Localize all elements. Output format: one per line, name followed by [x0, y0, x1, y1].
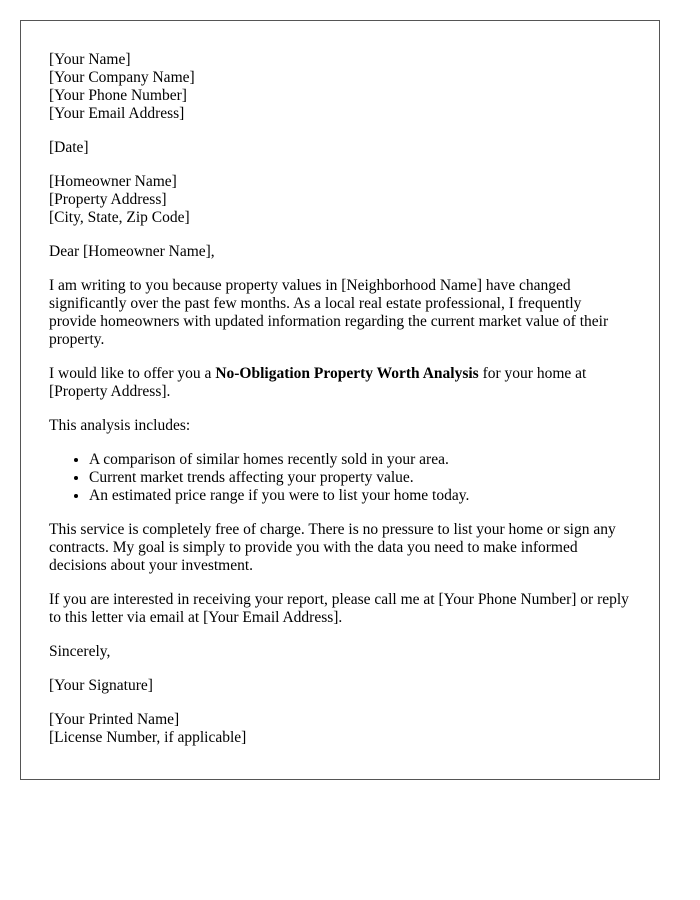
- recipient-city-state-zip: [City, State, Zip Code]: [49, 209, 190, 226]
- list-item: • An estimated price range if you were to list your home today.: [89, 487, 631, 505]
- letter-date: [Date]: [49, 139, 89, 156]
- body-paragraph-2: [49, 365, 631, 401]
- list-item: • A comparison of similar homes recently sold in your area.: [89, 451, 631, 469]
- date-block: [49, 139, 631, 157]
- signature: [Your Signature]: [49, 677, 153, 694]
- service-name: No-Obligation Property Worth Analysis: [215, 365, 479, 382]
- letter-page: [20, 20, 660, 780]
- sender-phone: [Your Phone Number]: [49, 87, 187, 104]
- printed-name: [Your Printed Name]: [49, 711, 180, 728]
- includes-intro: This analysis includes:: [49, 417, 191, 434]
- sender-company: [Your Company Name]: [49, 69, 195, 86]
- body-paragraph-4: If you are interested in receiving your report, please call me at [Your Phone Number] or reply to this letter via email at [Your Email Address].: [49, 591, 629, 626]
- list-item: • Current market trends affecting your property value.: [89, 469, 631, 487]
- license-number: [License Number, if applicable]: [49, 729, 247, 746]
- body-paragraph-1: I am writing to you because property values in [Neighborhood Name] have changed significantly over the past few months. As a local real estate professional, I frequently provide homeowners with updated information regarding the current market value of their property.: [49, 277, 609, 348]
- closing: Sincerely,: [49, 643, 111, 660]
- salutation: Dear [Homeowner Name],: [49, 243, 215, 260]
- paragraph-2-before: I would like to offer you a: [49, 365, 216, 382]
- sender-name: [Your Name]: [49, 51, 131, 68]
- sender-block: [49, 51, 631, 123]
- paragraph-2-after: for your home at [Property Address].: [49, 365, 587, 400]
- recipient-name: [Homeowner Name]: [49, 173, 177, 190]
- recipient-address: [Property Address]: [49, 191, 167, 208]
- includes-list: [49, 451, 631, 505]
- recipient-block: [49, 173, 631, 227]
- body-paragraph-3: This service is completely free of charge. There is no pressure to list your home or sign any contracts. My goal is simply to provide you with the data you need to make informed decisions about your investment.: [49, 521, 616, 574]
- sender-email: [Your Email Address]: [49, 105, 185, 122]
- signer-block: [49, 711, 631, 747]
